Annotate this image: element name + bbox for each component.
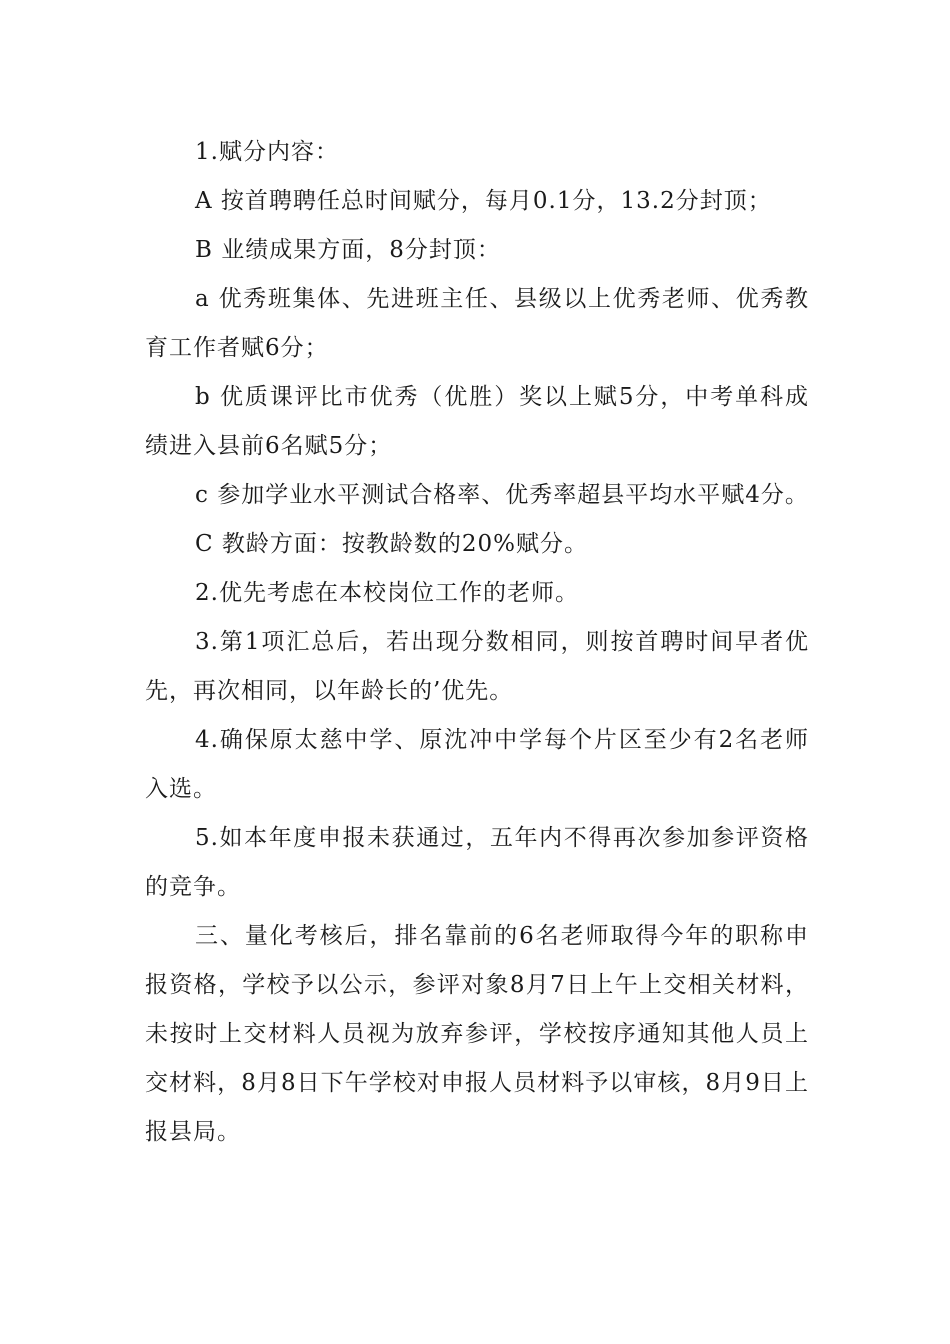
paragraph-item-a: A 按首聘聘任总时间赋分，每月0.1分，13.2分封顶； bbox=[195, 188, 772, 214]
paragraph-sub-c: c 参加学业水平测试合格率、优秀率超县平均水平赋4分。 bbox=[195, 482, 809, 508]
document-body bbox=[145, 128, 809, 1157]
paragraph-sub-a: a 优秀班集体、先进班主任、县级以上优秀老师、优秀教育工作者赋6分； bbox=[145, 286, 809, 361]
paragraph-scoring-content: 1.赋分内容： bbox=[195, 139, 339, 165]
paragraph-point-3: 3.第1项汇总后，若出现分数相同，则按首聘时间早者优先，再次相同，以年龄长的’优先。 bbox=[145, 629, 809, 704]
paragraph-point-5: 5.如本年度申报未获通过，五年内不得再次参加参评资格的竞争。 bbox=[145, 825, 809, 900]
paragraph-point-2: 2.优先考虑在本校岗位工作的老师。 bbox=[195, 580, 579, 606]
paragraph-section-3: 三、量化考核后，排名靠前的6名老师取得今年的职称申报资格，学校予以公示，参评对象8月7日上午上交相关材料，未按时上交材料人员视为放弃参评，学校按序通知其他人员上交材料，8月8日下午学校对申报人员材料予以审核，8月9日上报县局。 bbox=[145, 923, 809, 1145]
paragraph-sub-b: b 优质课评比市优秀（优胜）奖以上赋5分，中考单科成绩进入县前6名赋5分； bbox=[145, 384, 809, 459]
paragraph-point-4: 4.确保原太慈中学、原沈冲中学每个片区至少有2名老师入选。 bbox=[145, 727, 809, 802]
paragraph-item-b: B 业绩成果方面，8分封顶： bbox=[195, 237, 501, 263]
paragraph-item-c: C 教龄方面：按教龄数的20%赋分。 bbox=[195, 531, 589, 557]
